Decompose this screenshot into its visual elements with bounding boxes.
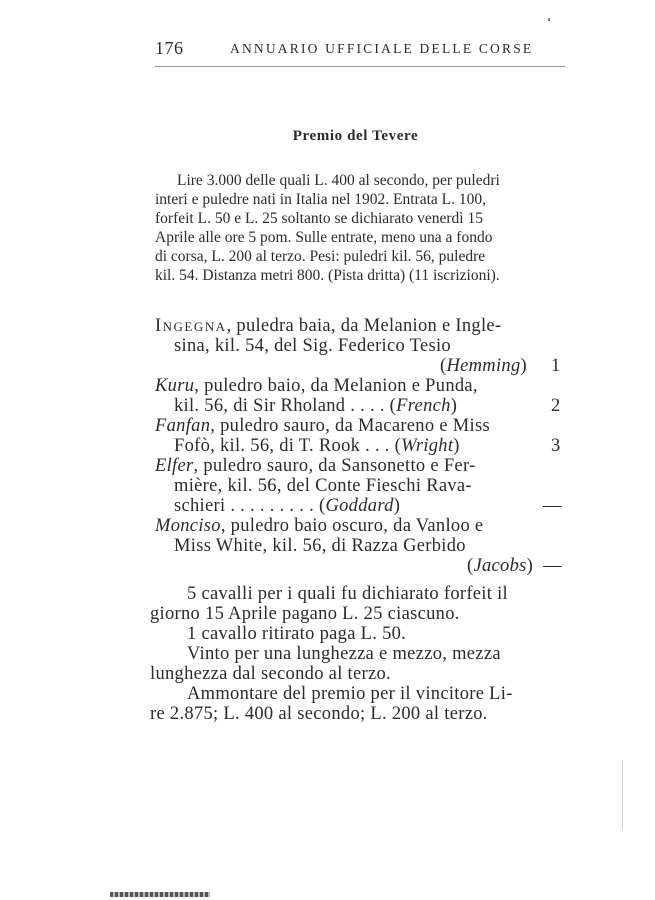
entry-line: (Jacobs) xyxy=(467,556,534,576)
placing: — xyxy=(543,496,562,516)
jockey-name: Jacobs xyxy=(473,556,527,576)
notes-line: 1 cavallo ritirato paga L. 50. xyxy=(187,624,407,644)
page-number: 176 xyxy=(155,38,184,58)
entry-text: , puledro sauro, da Macareno e Miss xyxy=(210,416,490,436)
entry-text: schieri . . . . . . . . . ( xyxy=(174,496,326,516)
entry-line xyxy=(155,416,490,437)
jockey-name: French xyxy=(396,396,451,416)
entry-line: (Hemming) xyxy=(440,356,527,376)
header-rule xyxy=(155,66,565,67)
entry-line: Fofò, kil. 56, di T. Rook . . . (Wright) xyxy=(174,436,460,456)
scan-artifact xyxy=(110,892,210,897)
entry-text: kil. 56, di Sir Rholand . . . . ( xyxy=(174,396,397,416)
horse-name: Ingegna xyxy=(155,316,227,336)
placing: 1 xyxy=(551,356,561,376)
scan-speck xyxy=(548,18,550,21)
placing: 2 xyxy=(551,396,561,416)
entry-line: Miss White, kil. 56, di Razza Gerbido xyxy=(174,536,466,556)
entry-line xyxy=(155,456,476,477)
conditions-line: forfeit L. 50 e L. 25 soltanto se dichiarato venerdì 15 xyxy=(155,210,483,227)
entry-line: kil. 56, di Sir Rholand . . . . (French) xyxy=(174,396,458,416)
notes-line: lunghezza dal secondo al terzo. xyxy=(150,664,391,684)
entry-line: sina, kil. 54, del Sig. Federico Tesio xyxy=(174,336,451,356)
jockey-name: Wright xyxy=(401,436,454,456)
entry-line: schieri . . . . . . . . . (Goddard) xyxy=(174,496,401,516)
race-title: Premio del Tevere xyxy=(292,128,419,144)
notes-line: giorno 15 Aprile pagano L. 25 ciascuno. xyxy=(150,604,460,624)
horse-name: Monciso xyxy=(155,516,221,536)
horse-name: Elfer xyxy=(155,456,194,476)
conditions-line: Lire 3.000 delle quali L. 400 al secondo, per puledri xyxy=(177,172,500,189)
entry-text: , puledro baio oscuro, da Vanloo e xyxy=(220,516,484,536)
jockey-name: Hemming xyxy=(446,356,521,376)
conditions-line: Aprile alle ore 5 pom. Sulle entrate, meno una a fondo xyxy=(155,229,493,246)
entry-line xyxy=(155,316,501,337)
entry-line: mière, kil. 56, del Conte Fieschi Rava- xyxy=(174,476,472,496)
notes-line: re 2.875; L. 400 al secondo; L. 200 al terzo. xyxy=(150,704,488,724)
entry-text: , puledro baio, da Melanion e Punda, xyxy=(194,376,478,396)
entry-text: Fofò, kil. 56, di T. Rook . . . ( xyxy=(174,436,402,456)
conditions-line: kil. 54. Distanza metri 800. (Pista dritta) (11 iscrizioni). xyxy=(155,267,500,284)
page-header xyxy=(155,38,565,64)
entry-text: , puledra baia, da Melanion e Ingle- xyxy=(226,316,502,336)
jockey-name: Goddard xyxy=(325,496,394,516)
entry-text: , puledro sauro, da Sansonetto e Fer- xyxy=(193,456,476,476)
running-title: ANNUARIO UFFICIALE DELLE CORSE xyxy=(230,41,534,56)
conditions-line: interi e puledre nati in Italia nel 1902. Entrata L. 100, xyxy=(155,191,486,208)
placing: 3 xyxy=(551,436,561,456)
notes-line: 5 cavalli per i quali fu dichiarato forfeit il xyxy=(187,584,508,604)
entry-line xyxy=(155,376,478,397)
horse-name: Kuru xyxy=(155,376,195,396)
horse-name: Fanfan xyxy=(155,416,211,436)
placing: — xyxy=(543,556,562,576)
page-edge-mark xyxy=(622,760,623,830)
notes-line: Vinto per una lunghezza e mezzo, mezza xyxy=(187,644,501,664)
entry-line xyxy=(155,516,483,537)
conditions-line: di corsa, L. 200 al terzo. Pesi: puledri kil. 56, puledre xyxy=(155,248,486,265)
notes-line: Ammontare del premio per il vincitore Li- xyxy=(187,684,513,704)
